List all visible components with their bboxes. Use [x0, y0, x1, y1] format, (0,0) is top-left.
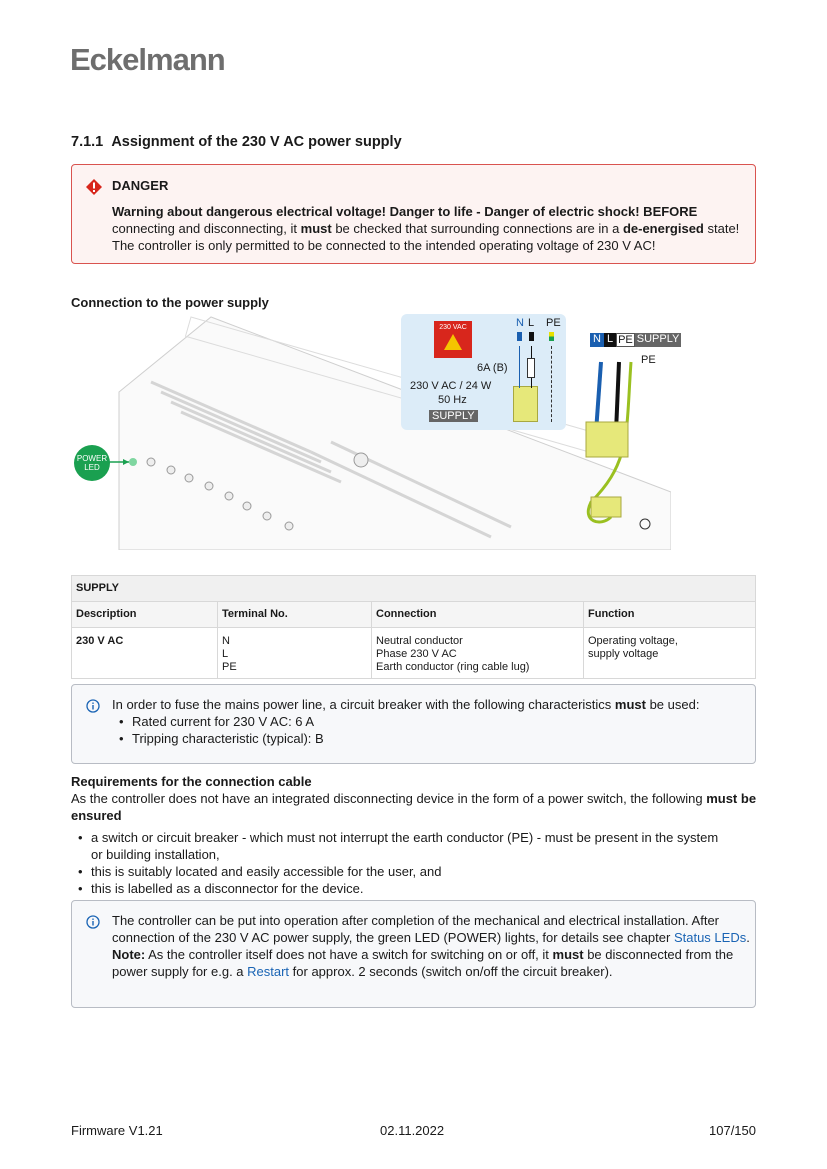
- info-icon: [86, 699, 100, 713]
- restart-link[interactable]: Restart: [247, 964, 290, 979]
- table-row: 230 V AC N L PE Neutral conductor Phase 230 V AC Earth conductor (ring cable lug) Operating voltage, supply voltage: [72, 628, 756, 679]
- eckelmann-logo: Eckelmann: [70, 42, 225, 77]
- header-terminal: Terminal No.: [218, 602, 372, 628]
- high-voltage-icon: [444, 334, 462, 350]
- footer-page-number: 107/150: [709, 1123, 756, 1138]
- power-led-badge: POWER LED: [74, 445, 110, 481]
- list-item: • Tripping characteristic (typical): B: [112, 730, 752, 747]
- list-item: • a switch or circuit breaker - which must not interrupt the earth conductor (PE) - must be present in the system or building installation,: [71, 829, 731, 863]
- supply-tag: SUPPLY: [429, 410, 478, 422]
- status-leds-link[interactable]: Status LEDs: [673, 930, 747, 945]
- warning-voltage-label: 230 VAC: [434, 321, 472, 358]
- pe-wire-label: PE: [641, 354, 656, 366]
- terminal-block: [513, 386, 538, 422]
- section-heading: [71, 134, 402, 150]
- section-title: Assignment of the 230 V AC power supply: [111, 134, 402, 150]
- fuse-symbol: [527, 358, 535, 378]
- header-connection: Connection: [372, 602, 584, 628]
- header-description: Description: [72, 602, 218, 628]
- device-illustration: [71, 312, 671, 550]
- power-connection-figure: [71, 312, 680, 550]
- table-title: SUPPLY: [72, 576, 756, 602]
- requirements-title: Requirements for the connection cable: [71, 774, 312, 789]
- supply-table: [71, 575, 756, 679]
- pe-label: PE: [546, 317, 561, 329]
- fuse-label: 6A (B): [477, 362, 508, 374]
- danger-box: [71, 164, 756, 264]
- requirements-section: Requirements for the connection cable As the controller does not have an integrated disconnecting device in the form of a power switch, the following must be ensured • a switch or circuit breaker - which must not interrupt the earth conductor (PE) - must be present in the system or building installation, • this is suitably located and easily accessible for the user, and • this is labelled as a disconnector for the device.: [71, 773, 761, 897]
- n-label: N: [516, 317, 524, 329]
- list-item: • Rated current for 230 V AC: 6 A: [112, 713, 752, 730]
- header-function: Function: [584, 602, 756, 628]
- list-item: • this is suitably located and easily accessible for the user, and: [71, 863, 731, 880]
- footer-firmware: Firmware V1.21: [71, 1123, 163, 1138]
- figure-title: Connection to the power supply: [71, 295, 269, 310]
- cable-label: N L PE SUPPLY: [590, 333, 681, 347]
- info-box-operation: The controller can be put into operation after completion of the mechanical and electrical installation. After connection of the 230 V AC power supply, the green LED (POWER) lights, for details see chapter Status LEDs. Note: As the controller itself does not have a switch for switching on or off, it must be disconnected from the power supply for e.g. a Restart for approx. 2 seconds (switch on/off the circuit breaker).: [71, 900, 756, 1008]
- danger-icon: [86, 179, 102, 195]
- l-label: L: [528, 317, 535, 329]
- footer-date: 02.11.2022: [380, 1123, 445, 1138]
- section-number: 7.1.1: [71, 134, 104, 150]
- danger-title: DANGER: [112, 178, 169, 193]
- list-item: • this is labelled as a disconnector for the device.: [71, 880, 731, 897]
- danger-text: Warning about dangerous electrical voltage! Danger to life - Danger of electric shock! BEFORE connecting and disconnecting, it must be checked that surrounding connections are in a de-energised state! The controller is only permitted to be connected to the intended operating voltage of 230 V AC!: [112, 204, 740, 253]
- rating-label: 230 V AC / 24 W: [410, 380, 492, 392]
- info-box-circuit-breaker: In order to fuse the mains power line, a circuit breaker with the following characteristics must be used: • Rated current for 230 V AC: 6 A • Tripping characteristic (typical): B: [71, 684, 756, 764]
- supply-callout: [401, 314, 566, 430]
- frequency-label: 50 Hz: [438, 394, 467, 406]
- info-icon: [86, 915, 100, 929]
